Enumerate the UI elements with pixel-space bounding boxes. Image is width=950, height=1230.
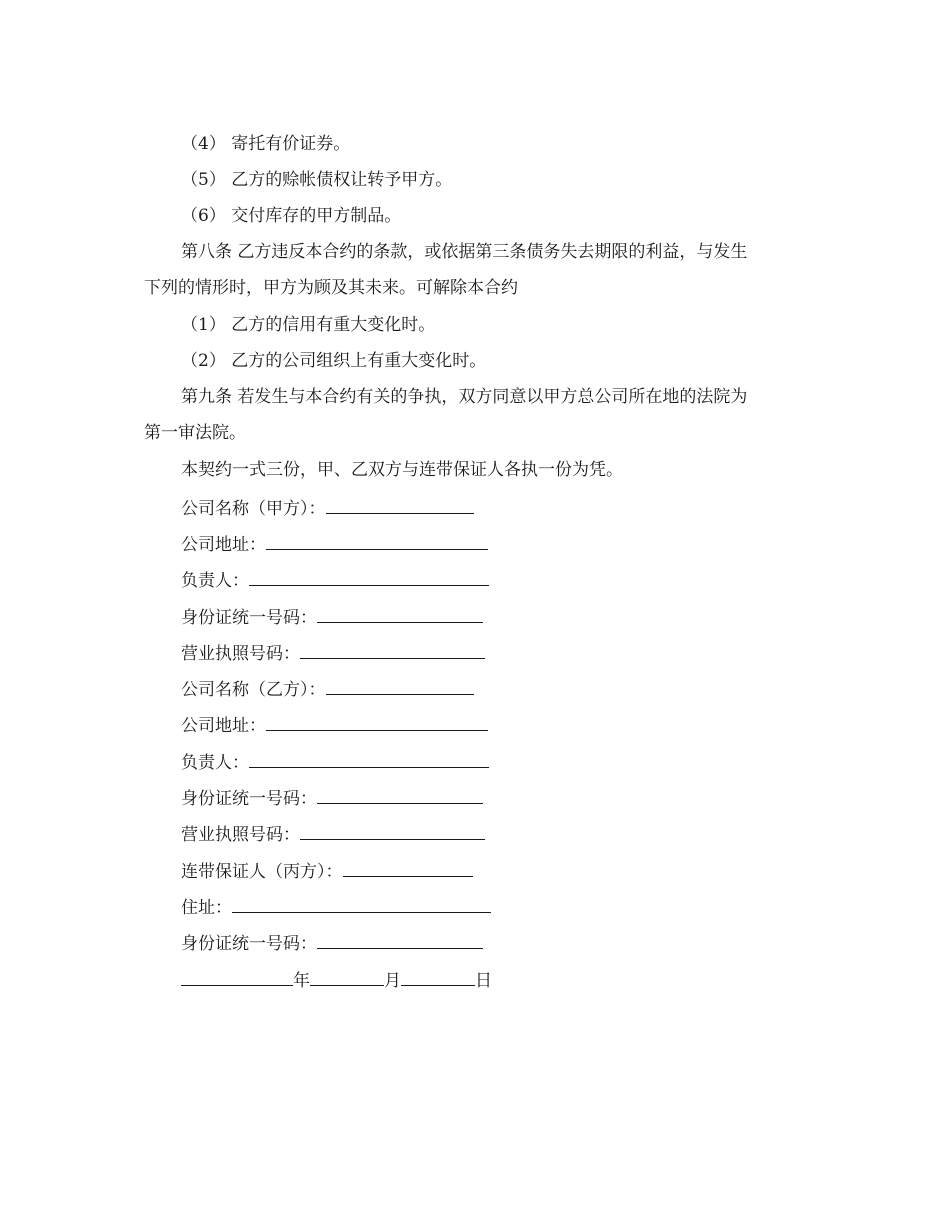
article-8-line-2: 下列的情形时，甲方为顾及其未来。可解除本合约 [144,278,518,298]
fill-blank[interactable] [326,677,474,695]
fill-blank[interactable] [232,895,491,913]
fill-blank[interactable] [300,641,485,659]
date-line: 年 月 日 [0,968,950,990]
field-residence-address: 住址： [0,895,950,917]
day-blank[interactable] [401,968,475,986]
article-9-line-1: 第九条 若发生与本合约有关的争执，双方同意以甲方总公司所在地的法院为 [181,387,748,407]
field-company-name-party-b: 公司名称（乙方）： [0,677,950,699]
copies-statement: 本契约一式三份，甲、乙双方与连带保证人各执一份为凭。 [181,460,623,480]
fill-blank[interactable] [317,605,483,623]
list-item: （5） 乙方的赊帐债权让转予甲方。 [181,170,453,190]
list-item: （4） 寄托有价证券。 [181,134,351,154]
field-company-address-a: 公司地址： [0,532,950,554]
month-blank[interactable] [310,968,384,986]
field-company-name-party-a: 公司名称（甲方）： [0,496,950,518]
field-id-number-b: 身份证统一号码： [0,786,950,808]
list-item: （6） 交付库存的甲方制品。 [181,206,402,226]
fill-blank[interactable] [266,532,488,550]
field-responsible-person-b: 负责人： [0,750,950,772]
article-8-line-1: 第八条 乙方违反本合约的条款，或依据第三条债务失去期限的利益，与发生 [181,242,748,262]
year-blank[interactable] [181,968,293,986]
field-responsible-person-a: 负责人： [0,568,950,590]
list-item: （1） 乙方的信用有重大变化时。 [181,315,436,335]
list-item: （2） 乙方的公司组织上有重大变化时。 [181,351,487,371]
field-id-number-c: 身份证统一号码： [0,931,950,953]
fill-blank[interactable] [300,822,485,840]
fill-blank[interactable] [317,786,483,804]
fill-blank[interactable] [343,859,473,877]
field-business-license-a: 营业执照号码： [0,641,950,663]
fill-blank[interactable] [326,496,474,514]
article-9-line-2: 第一审法院。 [144,423,246,443]
field-guarantor-party-c: 连带保证人（丙方）： [0,859,950,881]
fill-blank[interactable] [249,568,489,586]
fill-blank[interactable] [266,713,488,731]
field-id-number-a: 身份证统一号码： [0,605,950,627]
fill-blank[interactable] [249,750,489,768]
fill-blank[interactable] [317,931,483,949]
field-company-address-b: 公司地址： [0,713,950,735]
field-business-license-b: 营业执照号码： [0,822,950,844]
